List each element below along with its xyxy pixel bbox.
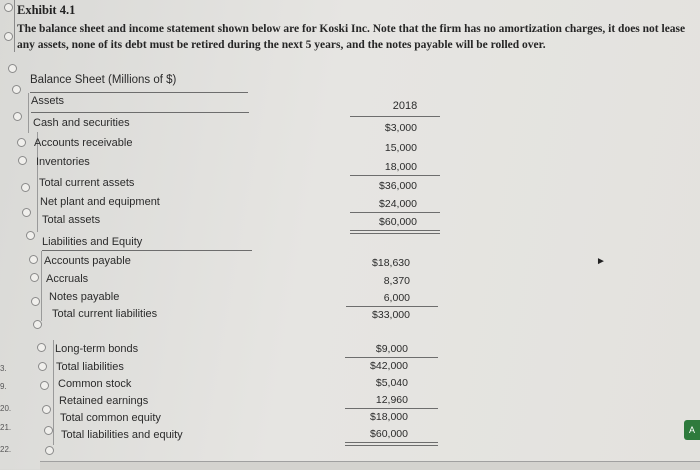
row-total-current-assets-value: $36,000 [379,180,417,192]
row-cash-label: Cash and securities [33,117,130,129]
row-long-term-bonds-value: $9,000 [375,343,408,355]
row-total-common-equity-label: Total common equity [60,412,161,424]
row-cash-value: $3,000 [384,122,417,134]
balance-sheet-title: Balance Sheet (Millions of $) [30,74,177,86]
radio-option[interactable] [40,381,49,390]
row-notes-payable-label: Notes payable [49,291,120,303]
row-total-current-assets-label: Total current assets [39,177,135,189]
assets-underline [31,112,249,113]
radio-option[interactable] [13,112,22,121]
radio-option[interactable] [33,320,42,329]
liabilities-header: Liabilities and Equity [42,236,143,248]
liabilities-underline [42,250,252,251]
row-accruals-value: 8,370 [383,275,410,287]
radio-option[interactable] [30,273,39,282]
row-total-assets-value: $60,000 [379,216,417,228]
row-inventories-value: 18,000 [384,161,417,173]
row-receivables-label: Accounts receivable [34,137,133,149]
radio-option[interactable] [22,208,31,217]
total-double-rule [350,233,440,234]
subtotal-rule [346,306,438,307]
radio-option[interactable] [26,231,35,240]
radio-option[interactable] [38,362,47,371]
radio-option[interactable] [37,343,46,352]
radio-option[interactable] [31,297,40,306]
row-total-liabilities-label: Total liabilities [56,361,124,373]
row-notes-payable-value: 6,000 [383,292,410,304]
row-net-plant-label: Net plant and equipment [40,196,160,208]
subtotal-rule [350,212,440,213]
radio-option[interactable] [18,156,27,165]
radio-option[interactable] [29,255,38,264]
row-accounts-payable-label: Accounts payable [44,255,131,267]
gutter-number: 3. [0,364,7,373]
total-double-rule [345,442,438,443]
radio-option[interactable] [42,405,51,414]
gutter-number: 20. [0,404,12,413]
total-double-rule [350,230,440,231]
assets-header: Assets [31,95,65,107]
row-common-stock-value: $5,040 [375,377,408,389]
row-retained-earnings-value: 12,960 [375,394,408,406]
row-total-common-equity-value: $18,000 [370,411,408,423]
row-total-liabilities-equity-value: $60,000 [370,428,408,440]
gutter-number: 22. [0,445,12,454]
row-accruals-label: Accruals [46,273,89,285]
margin-rule [14,0,15,52]
subtotal-rule [345,357,438,358]
exhibit-title: Exhibit 4.1 [17,3,76,17]
year-header: 2018 [392,100,418,112]
mouse-cursor-icon: ► [596,256,606,267]
row-total-assets-label: Total assets [42,214,101,226]
year-underline [350,116,440,117]
row-total-current-liabilities-label: Total current liabilities [52,308,158,320]
subtotal-rule [345,408,438,409]
radio-option[interactable] [45,446,54,455]
row-inventories-label: Inventories [36,156,90,168]
row-common-stock-label: Common stock [58,378,132,390]
row-net-plant-value: $24,000 [379,198,417,210]
row-long-term-bonds-label: Long-term bonds [55,343,139,355]
total-double-rule [345,445,438,446]
section-rule [53,340,54,445]
gutter-number: 9. [0,382,7,391]
radio-option[interactable] [12,85,21,94]
radio-option[interactable] [4,3,13,12]
radio-option[interactable] [4,32,13,41]
exhibit-description: The balance sheet and income statement shown below are for Koski Inc. Note that the firm has no amortization charges, it does not lease any assets, none of its debt must be retired during the next 5 years, and the notes payable will be rolled over. [17,23,686,51]
gutter-number: 21. [0,423,12,432]
subtotal-rule [350,175,440,176]
row-accounts-payable-value: $18,630 [372,257,410,269]
row-total-liabilities-equity-label: Total liabilities and equity [61,429,183,441]
row-retained-earnings-label: Retained earnings [59,395,149,407]
radio-option[interactable] [8,64,17,73]
side-tab-button[interactable]: A [684,420,700,440]
row-total-liabilities-value: $42,000 [370,360,408,372]
radio-option[interactable] [17,138,26,147]
title-underline [30,92,248,93]
row-receivables-value: 15,000 [384,142,417,154]
radio-option[interactable] [44,426,53,435]
row-total-current-liabilities-value: $33,000 [372,309,410,321]
section-rule [41,251,42,321]
section-rule [28,93,29,133]
radio-option[interactable] [21,183,30,192]
